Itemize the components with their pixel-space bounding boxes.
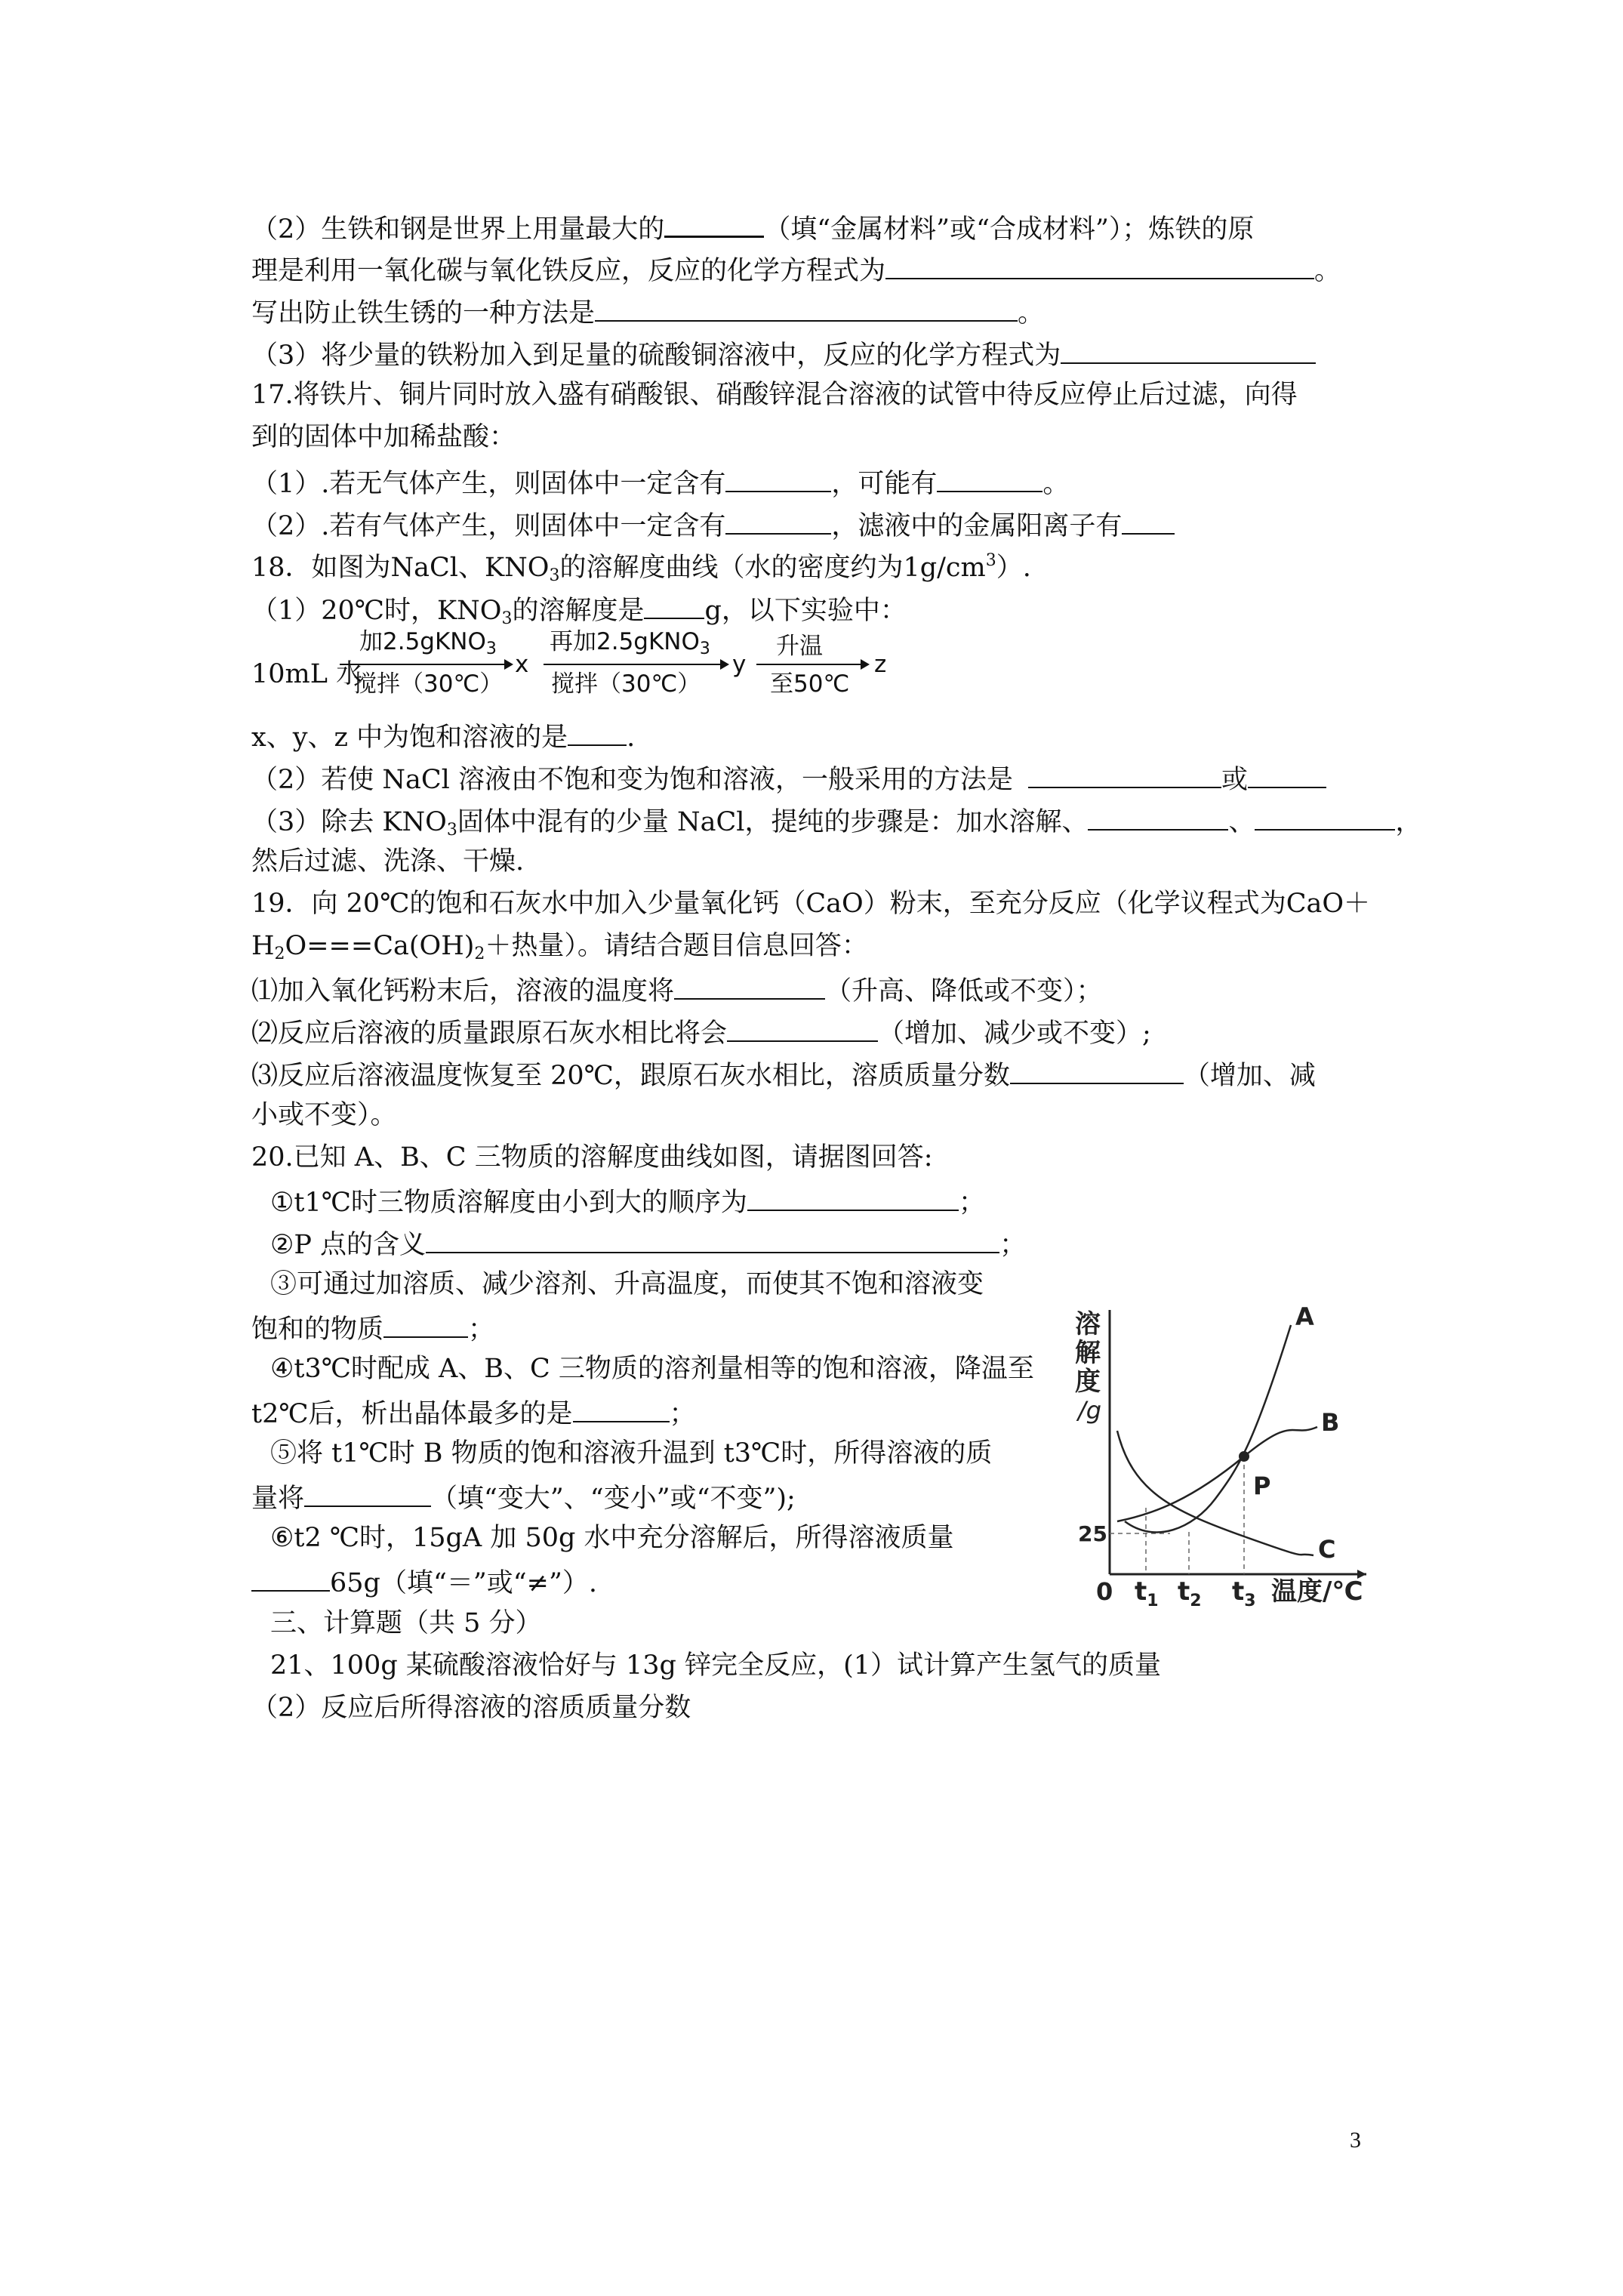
answer-blank[interactable] — [1028, 764, 1221, 788]
q19-stem-line1: 19．向 20℃的饱和石灰水中加入少量氧化钙（CaO）粉末，至充分反应（化学议程式为CaO＋ — [251, 889, 1371, 919]
answer-blank[interactable] — [644, 595, 704, 619]
q20-part1: ①t1℃时三物质溶解度由小到大的顺序为 ； — [270, 1188, 985, 1218]
point-p-marker — [1239, 1451, 1249, 1462]
answer-blank[interactable] — [595, 297, 1018, 322]
q20-part6-line2: 65g（填“＝”或“≠”）. — [251, 1567, 597, 1597]
x-tick-0: 0 — [1096, 1577, 1113, 1606]
page-number: 3 — [1350, 2128, 1361, 2153]
q19-part3-cont: 小或不变）。 — [251, 1100, 397, 1130]
answer-blank[interactable] — [1248, 764, 1326, 788]
answer-blank[interactable] — [573, 1398, 670, 1422]
flow-step3-top: 升温 — [776, 633, 823, 660]
answer-blank[interactable] — [304, 1483, 431, 1507]
flow-step1-bottom: 搅拌（30℃） — [353, 670, 504, 698]
arrow-head-icon — [720, 659, 729, 670]
section3-heading: 三、计算题（共 5 分） — [270, 1608, 542, 1638]
y-tick-25: 25 — [1078, 1521, 1107, 1546]
answer-blank[interactable] — [1088, 806, 1228, 831]
q17-stem-line1: 17.将铁片、铜片同时放入盛有硝酸银、硝酸锌混合溶液的试管中待反应停止后过滤，向得 — [251, 380, 1298, 410]
answer-blank[interactable] — [1010, 1060, 1184, 1084]
arrow-head-icon — [861, 659, 870, 670]
point-p-label: P — [1253, 1472, 1271, 1500]
flow-start-label: 10mL 水 — [251, 659, 363, 689]
series-b-label: B — [1321, 1408, 1340, 1437]
q16-part3-line: （3）将少量的铁粉加入到足量的硫酸铜溶液中，反应的化学方程式为 — [251, 340, 1316, 369]
answer-blank[interactable] — [937, 468, 1042, 492]
q20-part4-line2: t2℃后，析出晶体最多的是 ； — [251, 1399, 696, 1429]
flow-step1-top: 加2.5gKNO$_3$ — [359, 628, 497, 658]
q19-part2: ⑵反应后溶液的质量跟原石灰水相比将会 （增加、减少或不变）; — [251, 1019, 1151, 1049]
answer-blank[interactable] — [1061, 340, 1316, 364]
flow-arrow1 — [340, 664, 509, 665]
y-label-char3: 度 — [1075, 1367, 1101, 1397]
flow-x: x — [515, 651, 529, 678]
q20-part2: ②P 点的含义 ； — [270, 1230, 1027, 1260]
q16-part2-line3: 写出防止铁生锈的一种方法是 。 — [251, 298, 1045, 328]
answer-blank[interactable] — [885, 255, 1314, 279]
flow-z: z — [874, 651, 887, 678]
q19-stem-line2: $H_2O===Ca(OH)_2+$热量）。请结合题目信息回答： — [251, 931, 868, 963]
q18-part3: （3）除去 $KNO_3$固体中混有的少量 NaCl，提纯的步骤是：加水溶解、 、 ， — [251, 807, 1422, 840]
y-label-unit: /g — [1078, 1396, 1102, 1425]
q20-part3-line2: 饱和的物质 ； — [251, 1314, 495, 1345]
flow-arrow3 — [756, 664, 865, 665]
answer-blank[interactable] — [568, 722, 627, 746]
flow-step2-bottom: 搅拌（30℃） — [551, 670, 701, 698]
q20-part6-line1: ⑥t2 ℃时，15gA 加 50g 水中充分溶解后，所得溶液质量 — [270, 1523, 954, 1553]
answer-blank[interactable] — [426, 1229, 999, 1253]
y-label-char2: 解 — [1075, 1338, 1101, 1368]
curve-c — [1117, 1431, 1313, 1555]
q20-part4-line1: ④t3℃时配成 A、B、C 三物质的溶剂量相等的饱和溶液，降温至 — [270, 1354, 1034, 1384]
y-label-char1: 溶 — [1075, 1309, 1101, 1339]
curve-b — [1117, 1427, 1317, 1521]
answer-blank[interactable] — [725, 468, 831, 492]
q18-part1: （1）20℃时，$KNO_3$的溶解度是 g，以下实验中： — [251, 596, 907, 628]
answer-blank[interactable] — [383, 1314, 468, 1338]
answer-blank[interactable] — [725, 510, 831, 535]
q20-part5-line1: ⑤将 t1℃时 B 物质的饱和溶液升温到 t3℃时，所得溶液的质 — [270, 1438, 993, 1469]
series-c-label: C — [1318, 1535, 1336, 1564]
q21-part2: （2）反应后所得溶液的溶质质量分数 — [251, 1693, 691, 1723]
flow-y: y — [732, 651, 747, 678]
answer-blank[interactable] — [674, 975, 825, 1000]
flow-step3-bottom: 至50℃ — [770, 670, 850, 698]
q18-part1-question: x、y、z 中为饱和溶液的是 . — [251, 723, 636, 753]
answer-blank[interactable] — [664, 213, 764, 238]
q20-part3-line1: ③可通过加溶质、减少溶剂、升高温度，而使其不饱和溶液变 — [270, 1269, 984, 1299]
answer-blank[interactable] — [747, 1187, 959, 1211]
curve-a — [1125, 1325, 1291, 1532]
q17-part2: （2）.若有气体产生，则固体中一定含有 ，滤液中的金属阳离子有 — [251, 510, 1175, 540]
q21-stem: 21、100g 某硫酸溶液恰好与 13g 锌完全反应，(1）试计算产生氢气的质量 — [270, 1650, 1161, 1681]
q20-stem: 20.已知 A、B、C 三物质的溶解度曲线如图，请据图回答: — [251, 1142, 933, 1173]
answer-blank[interactable] — [251, 1567, 330, 1592]
series-a-label: A — [1295, 1302, 1314, 1331]
x-tick-t2: $t_2$ — [1178, 1576, 1202, 1610]
q20-part5-line2: 量将 （填“变大”、“变小”或“不变”); — [251, 1484, 796, 1514]
x-tick-t3: $t_3$ — [1232, 1576, 1256, 1610]
q18-part3-cont: 然后过滤、洗涤、干燥. — [251, 846, 525, 877]
q16-part2-line2: 理是利用一氧化碳与氧化铁反应，反应的化学方程式为 。 — [251, 256, 1341, 286]
q19-part1: ⑴加入氧化钙粉末后，溶液的温度将 （升高、降低或不变）； — [251, 976, 1103, 1006]
solubility-chart — [1064, 1295, 1381, 1610]
experiment-flow — [325, 630, 898, 706]
arrow-head-icon — [504, 659, 513, 670]
x-tick-t1: $t_1$ — [1135, 1576, 1159, 1610]
q16-part2-line1: （2）生铁和钢是世界上用量最大的 （填“金属材料”或“合成材料”）；炼铁的原 — [251, 214, 1255, 245]
q17-part1: （1）.若无气体产生，则固体中一定含有 ，可能有 。 — [251, 469, 1070, 499]
flow-step2-top: 再加2.5gKNO$_3$ — [550, 628, 710, 658]
answer-blank[interactable] — [1122, 510, 1175, 535]
q17-stem-line2: 到的固体中加稀盐酸： — [251, 422, 516, 452]
q18-stem: 18．如图为NaCl、$KNO_3$的溶解度曲线（水的密度约为$1g/cm^3$）. — [251, 551, 1031, 585]
x-axis-label: 温度/℃ — [1271, 1576, 1363, 1607]
q19-part3: ⑶反应后溶液温度恢复至 20℃，跟原石灰水相比，溶质质量分数 （增加、减 — [251, 1061, 1316, 1091]
flow-arrow2 — [544, 664, 725, 665]
answer-blank[interactable] — [1255, 806, 1395, 831]
q18-part2: （2）若使 NaCl 溶液由不饱和变为饱和溶液，一般采用的方法是 或 — [251, 764, 1326, 794]
answer-blank[interactable] — [727, 1018, 878, 1042]
